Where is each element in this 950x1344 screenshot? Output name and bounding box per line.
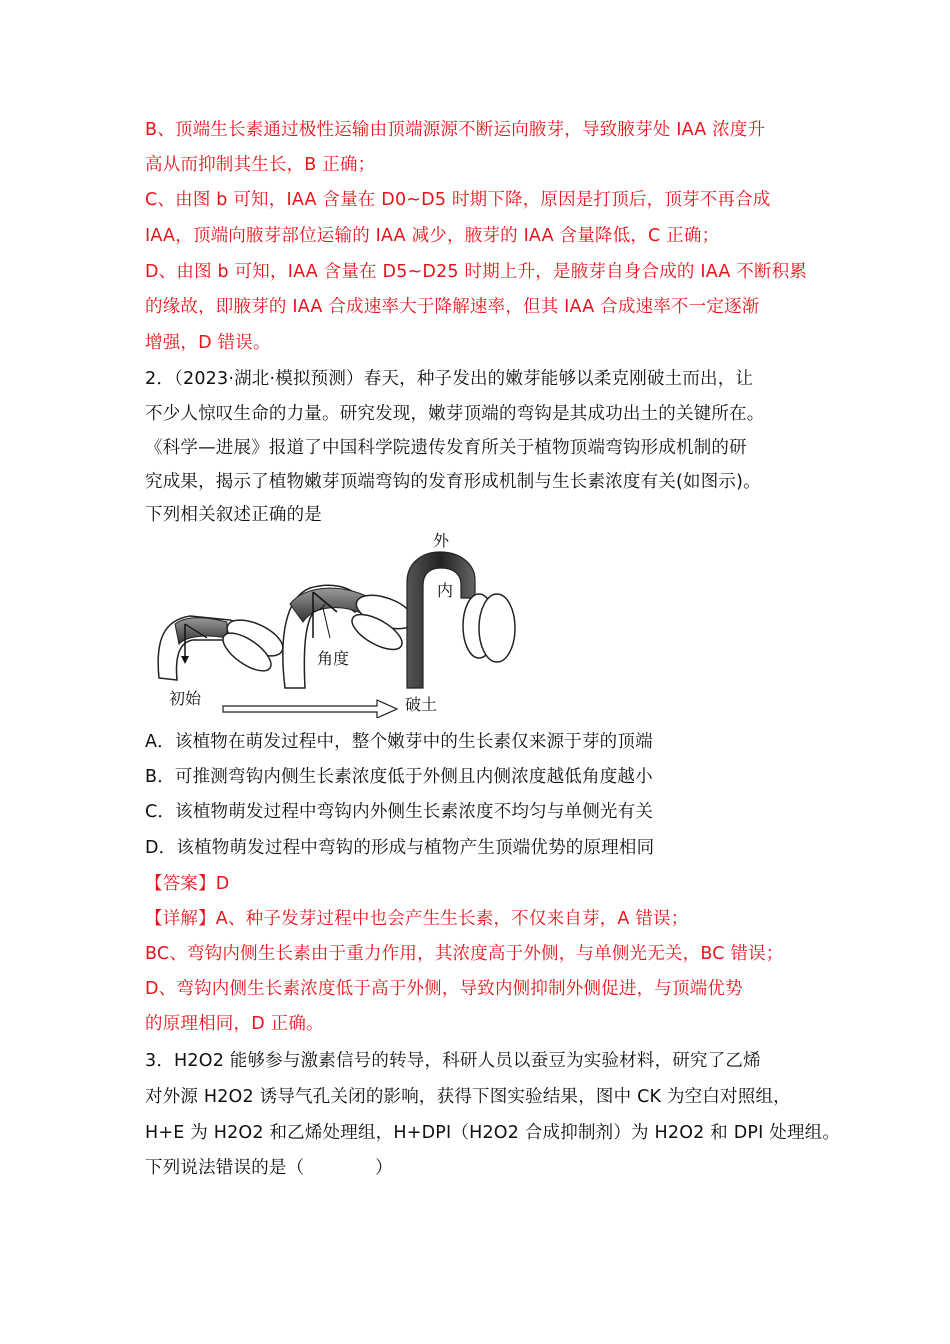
label-angle: 角度 [317,649,350,668]
option-b: B．可推测弯钩内侧生长素浓度低于外侧且内侧浓度越低角度越小 [145,767,653,787]
apical-hook-figure [145,528,615,718]
question2-line-1: 2．（2023·湖北·模拟预测）春天，种子发出的嫩芽能够以柔克刚破土而出，让 [145,369,754,389]
question2-line-5: 下列相关叙述正确的是 [145,505,322,525]
explanation-line-2: BC、弯钩内侧生长素由于重力作用，其浓度高于外侧，与单侧光无关，BC 错误； [145,944,784,964]
stage-break-soil-seedling [405,531,515,714]
question2-line-2: 不少人惊叹生命的力量。研究发现，嫩芽顶端的弯钩是其成功出土的关键所在。 [145,404,765,424]
label-initial: 初始 [169,689,202,708]
option-a: A．该植物在萌发过程中，整个嫩芽中的生长素仅来源于芽的顶端 [145,732,653,752]
question2-line-3: 《科学—进展》报道了中国科学院遗传发育所关于植物顶端弯钩形成机制的研 [145,438,747,458]
question3-line-2: 对外源 H2O2 诱导气孔关闭的影响，获得下图实验结果，图中 CK 为空白对照组， [145,1087,791,1107]
explanation-line-d2: 的缘故，即腋芽的 IAA 合成速率大于降解速率，但其 IAA 合成速率不一定逐渐 [145,297,760,317]
question3-line-1: 3．H2O2 能够参与激素信号的转导，科研人员以蚕豆为实验材料，研究了乙烯 [145,1051,761,1071]
question2-line-4: 究成果，揭示了植物嫩芽顶端弯钩的发育形成机制与生长素浓度有关(如图示)。 [145,472,761,492]
explanation-line-d3: 增强，D 错误。 [145,333,271,353]
option-d: D．该植物萌发过程中弯钩的形成与植物产生顶端优势的原理相同 [145,838,655,858]
explanation-line-c1: C、由图 b 可知，IAA 含量在 D0~D5 时期下降，原因是打顶后，顶芽不再合成 [145,190,771,210]
explanation-line-b1: B、顶端生长素通过极性运输由顶端源源不断运向腋芽，导致腋芽处 IAA 浓度升 [145,120,766,140]
explanation-line-c2: IAA，顶端向腋芽部位运输的 IAA 减少，腋芽的 IAA 含量降低，C 正确； [145,226,720,246]
label-outer: 外 [433,531,450,550]
explanation-line-3: D、弯钩内侧生长素浓度低于高于外侧，导致内侧抑制外侧促进，与顶端优势 [145,979,743,999]
question3-line-4: 下列说法错误的是（ ） [145,1158,393,1178]
explanation-line-4: 的原理相同，D 正确。 [145,1014,324,1034]
question3-line-3: H+E 为 H2O2 和乙烯处理组，H+DPI（H2O2 合成抑制剂）为 H2O2 和 DPI 处理组。 [145,1123,841,1143]
stage-angle-seedling [283,585,418,688]
explanation-line-1: 【详解】A、种子发芽过程中也会产生生长素，不仅来自芽，A 错误； [145,909,689,929]
stage-initial-seedling [158,613,288,680]
progress-arrow [223,700,397,718]
label-break-soil: 破土 [405,695,438,714]
label-inner: 内 [437,581,454,600]
explanation-line-d1: D、由图 b 可知，IAA 含量在 D5~D25 时期上升，是腋芽自身合成的 IAA 不断积累 [145,262,808,282]
explanation-line-b2: 高从而抑制其生长，B 正确； [145,155,376,175]
answer-line: 【答案】D [145,874,230,894]
option-c: C．该植物萌发过程中弯钩内外侧生长素浓度不均匀与单侧光有关 [145,802,654,822]
